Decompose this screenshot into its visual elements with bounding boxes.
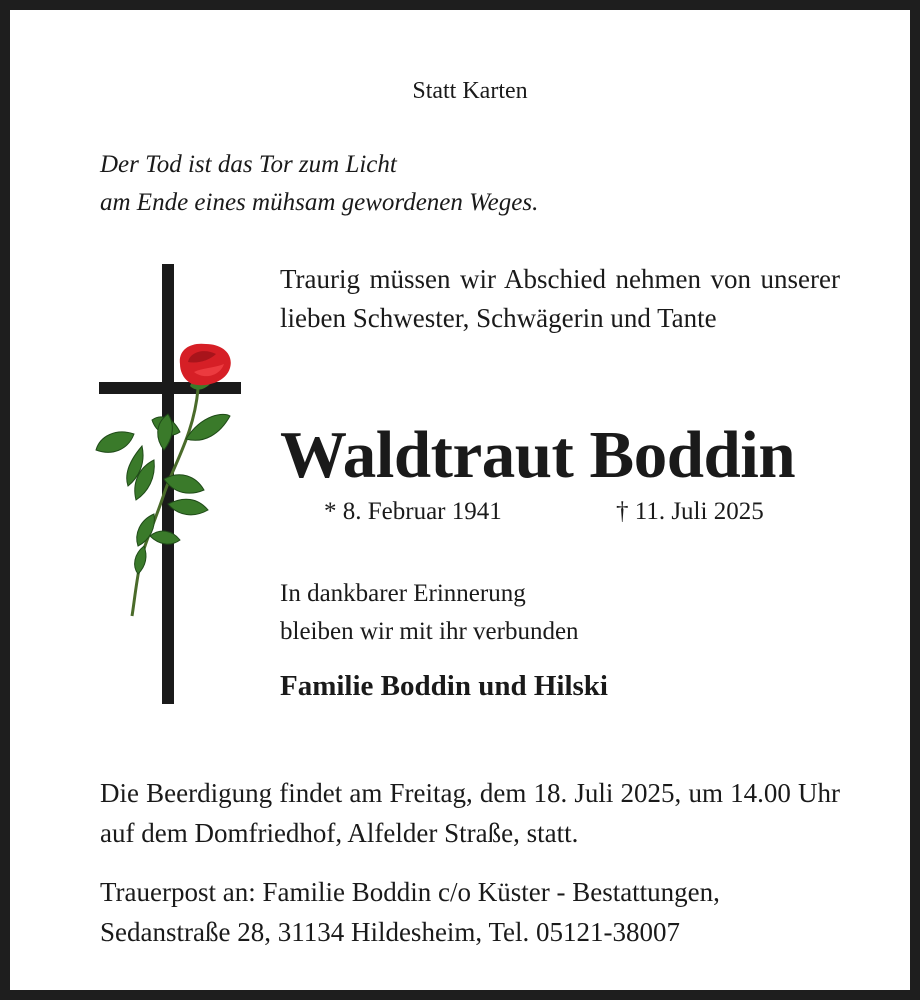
memory-line-1: In dankbarer Erinnerung [280,580,526,607]
rose-bloom [180,344,231,386]
quote-line-1: Der Tod ist das Tor zum Licht [100,151,397,178]
intro-text: Traurig müssen wir Abschied nehmen von unserer lieben Schwester, Schwägerin und Tante [280,264,840,333]
death-date: † 11. Juli 2025 [616,498,764,525]
cross-with-rose-icon [94,264,244,704]
birth-date: * 8. Februar 1941 [324,498,502,525]
cross-horizontal-beam [99,382,241,394]
deceased-name: Waldtraut Boddin [280,418,796,492]
memory-text [280,575,579,651]
memory-line-2: bleiben wir mit ihr verbunden [280,618,579,645]
header-statt-karten: Statt Karten [412,78,528,104]
family-signature: Familie Boddin und Hilski [280,670,608,702]
quote [100,146,538,222]
mail-line-2: Sedanstraße 28, 31134 Hildesheim, Tel. 05121-38007 [100,917,681,947]
quote-line-2: am Ende eines mühsam gewordenen Weges. [100,189,539,216]
mail-line-1: Trauerpost an: Familie Boddin c/o Küster - Bestattungen, [100,877,720,907]
condolence-mail-info [100,872,840,952]
funeral-info: Die Beerdigung findet am Freitag, dem 18. Juli 2025, um 14.00 Uhr auf dem Domfriedhof, Alfelder Straße, statt. [100,778,840,848]
